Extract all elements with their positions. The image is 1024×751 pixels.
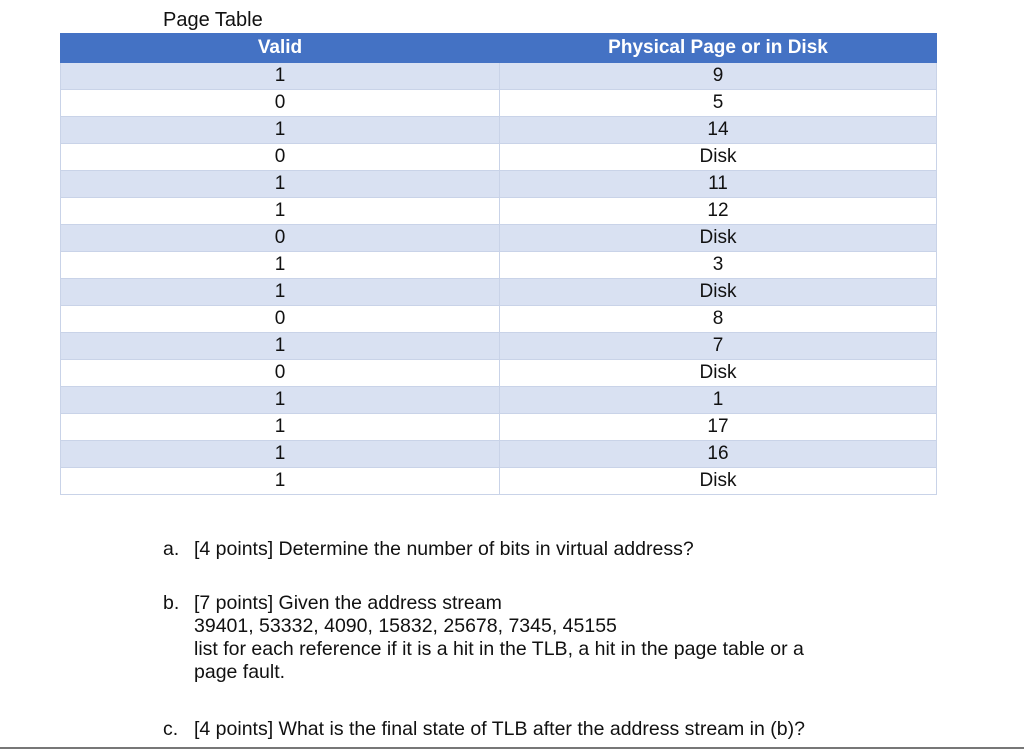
table-row <box>61 117 937 144</box>
question-b-line-3: list for each reference if it is a hit in the TLB, a hit in the page table or a <box>194 638 804 660</box>
physical-page-cell: 11 <box>500 171 937 198</box>
valid-cell: 1 <box>61 387 500 414</box>
table-caption: Page Table <box>163 9 263 31</box>
valid-cell: 1 <box>61 252 500 279</box>
physical-page-cell: 9 <box>500 63 937 90</box>
valid-cell: 1 <box>61 414 500 441</box>
table-row <box>61 441 937 468</box>
valid-cell: 0 <box>61 360 500 387</box>
table-row <box>61 225 937 252</box>
question-c-text: [4 points] What is the final state of TLB after the address stream in (b)? <box>194 718 805 740</box>
question-b-address-stream: 39401, 53332, 4090, 15832, 25678, 7345, 45155 <box>194 615 617 637</box>
physical-page-cell: 7 <box>500 333 937 360</box>
valid-cell: 0 <box>61 90 500 117</box>
table-row <box>61 198 937 225</box>
valid-cell: 1 <box>61 333 500 360</box>
physical-page-cell: 8 <box>500 306 937 333</box>
physical-page-cell: Disk <box>500 225 937 252</box>
table-row <box>61 414 937 441</box>
valid-cell: 0 <box>61 306 500 333</box>
page-table <box>60 33 937 495</box>
valid-cell: 1 <box>61 279 500 306</box>
valid-cell: 1 <box>61 63 500 90</box>
table-row <box>61 387 937 414</box>
valid-cell: 0 <box>61 144 500 171</box>
questions-section <box>163 538 805 741</box>
question-a <box>163 538 805 561</box>
valid-cell: 0 <box>61 225 500 252</box>
table-row <box>61 90 937 117</box>
column-header-physical-page: Physical Page or in Disk <box>500 34 937 63</box>
valid-cell: 1 <box>61 468 500 495</box>
physical-page-cell: Disk <box>500 144 937 171</box>
question-b-line-4: page fault. <box>194 661 286 683</box>
physical-page-cell: 5 <box>500 90 937 117</box>
column-header-valid: Valid <box>61 34 500 63</box>
physical-page-cell: 3 <box>500 252 937 279</box>
physical-page-cell: 16 <box>500 441 937 468</box>
table-row <box>61 144 937 171</box>
physical-page-cell: Disk <box>500 279 937 306</box>
question-c <box>163 718 805 741</box>
question-b <box>163 592 805 684</box>
physical-page-cell: 12 <box>500 198 937 225</box>
table-row <box>61 279 937 306</box>
physical-page-cell: 1 <box>500 387 937 414</box>
question-a-letter: a. <box>163 538 180 560</box>
table-row <box>61 468 937 495</box>
valid-cell: 1 <box>61 198 500 225</box>
table-row <box>61 171 937 198</box>
question-c-letter: c. <box>163 718 179 740</box>
physical-page-cell: Disk <box>500 468 937 495</box>
table-row <box>61 63 937 90</box>
table-header-row <box>61 34 937 63</box>
page-bottom-divider <box>0 747 1024 749</box>
question-b-letter: b. <box>163 592 180 614</box>
table-row <box>61 333 937 360</box>
valid-cell: 1 <box>61 171 500 198</box>
table-row <box>61 360 937 387</box>
question-b-line-1: [7 points] Given the address stream <box>194 592 502 614</box>
table-body <box>61 63 937 495</box>
physical-page-cell: 17 <box>500 414 937 441</box>
physical-page-cell: 14 <box>500 117 937 144</box>
physical-page-cell: Disk <box>500 360 937 387</box>
valid-cell: 1 <box>61 441 500 468</box>
valid-cell: 1 <box>61 117 500 144</box>
table-row <box>61 306 937 333</box>
question-a-text: [4 points] Determine the number of bits in virtual address? <box>194 538 694 560</box>
table-row <box>61 252 937 279</box>
